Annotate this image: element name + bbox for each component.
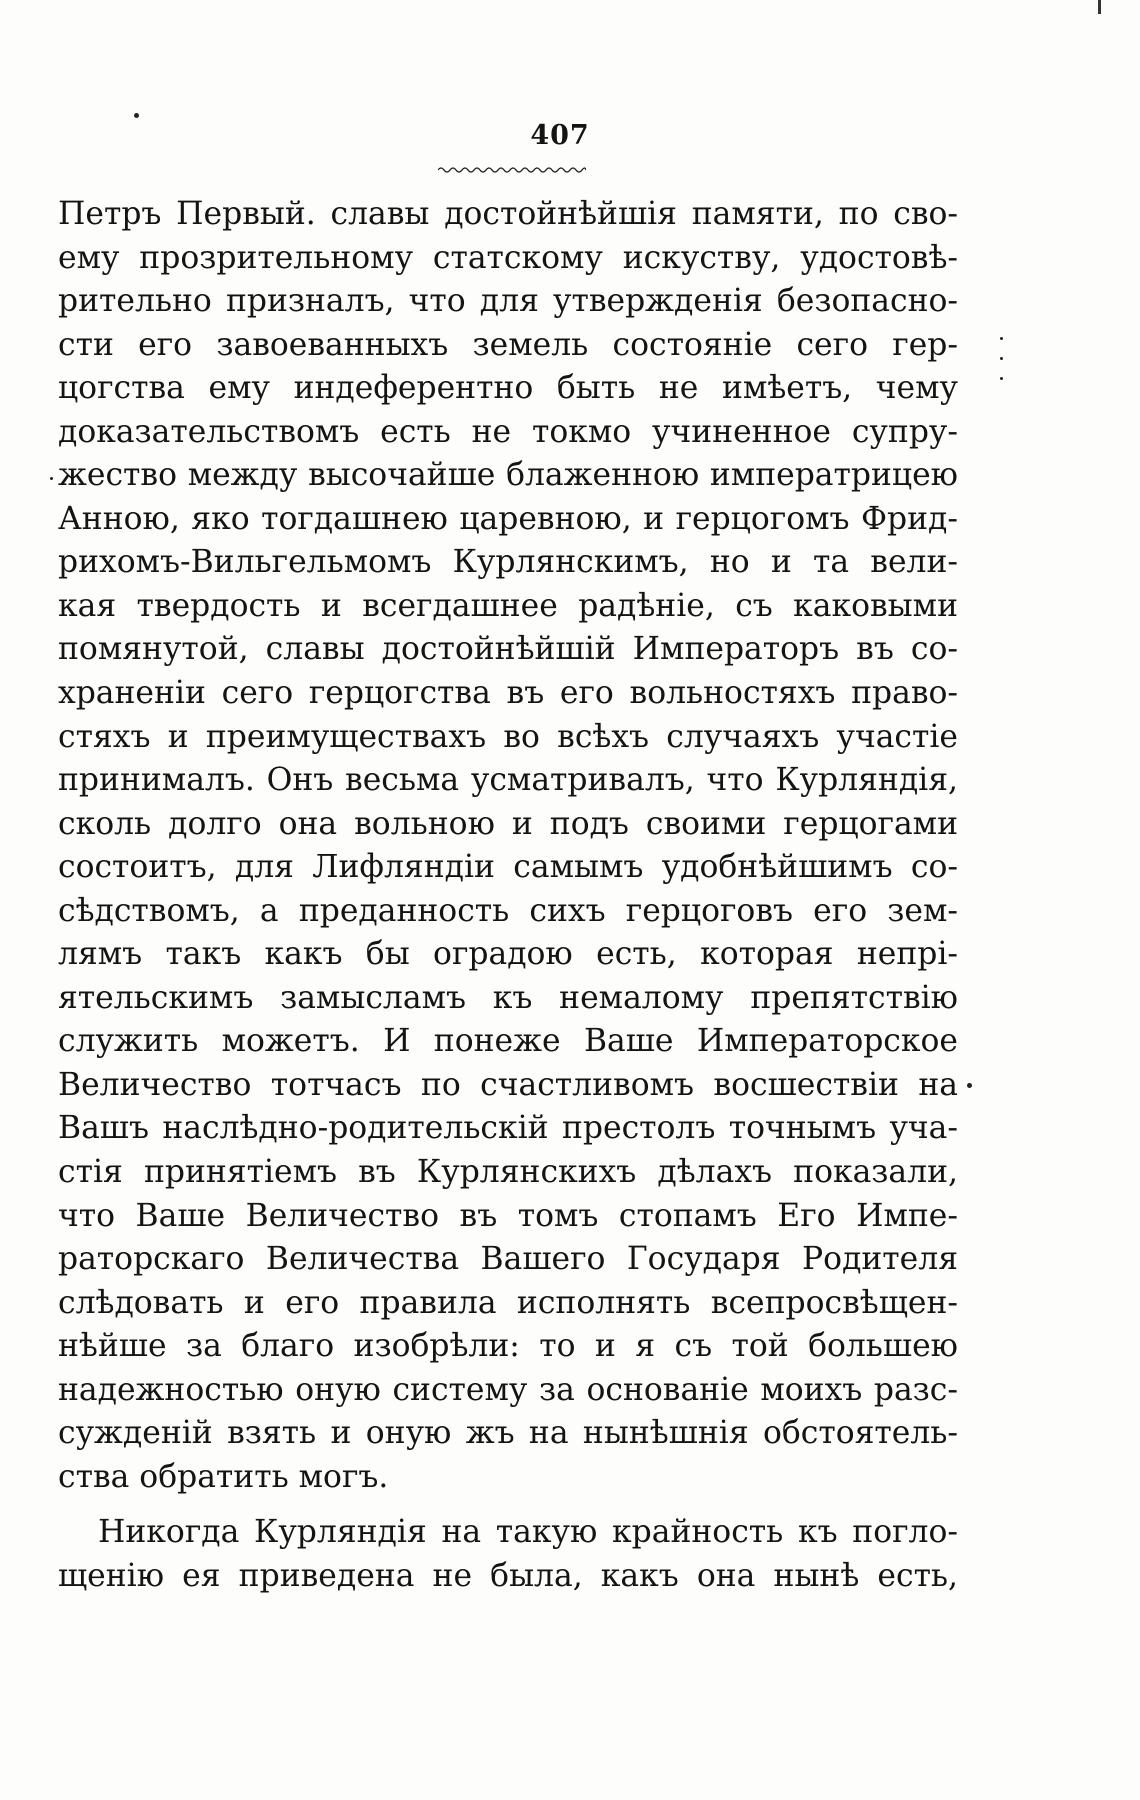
scan-speck xyxy=(50,477,53,480)
text-line: сѣдствомъ, а преданность сихъ герцоговъ его зем- xyxy=(58,892,958,929)
ornamental-rule xyxy=(438,165,586,175)
text-line: Величество тотчасъ по счастливомъ восшествіи на xyxy=(58,1066,958,1103)
text-line: кая твердость и всегдашнее радѣніе, съ каковыми xyxy=(58,587,958,624)
text-line: принималъ. Онъ весьма усматривалъ, что Курляндія, xyxy=(58,762,958,799)
text-line: ему прозрительному статскому искуству, удостовѣ- xyxy=(58,239,958,276)
text-line: сужденій взять и оную жъ на нынѣшнія обстоятель- xyxy=(58,1415,958,1452)
paragraph-gap xyxy=(58,1499,958,1511)
text-line: надежностью оную систему за основаніе моихъ разс- xyxy=(58,1371,958,1408)
text-line: нѣйше за благо изобрѣли: то и я съ той большею xyxy=(58,1328,958,1365)
text-line: цогства ему индеферентно быть не имѣетъ, чему xyxy=(58,370,958,407)
page-header xyxy=(0,120,1140,151)
text-line: стія принятіемъ въ Курлянскихъ дѣлахъ показали, xyxy=(58,1154,958,1191)
paragraph-2 xyxy=(58,1511,958,1598)
text-line: сти его завоеванныхъ земель состояніе сего гер- xyxy=(58,326,958,363)
text-line: лямъ такъ какъ бы оградою есть, которая непрі- xyxy=(58,936,958,973)
text-line: стяхъ и преимуществахъ во всѣхъ случаяхъ участіе xyxy=(58,718,958,755)
text-line: помянутой, славы достойнѣйшій Императоръ въ со- xyxy=(58,631,958,668)
text-line: рительно призналъ, что для утвержденія безопасно- xyxy=(58,283,958,320)
scan-speck xyxy=(967,1083,972,1088)
text-line: Вашъ наслѣдно-родительскій престолъ точнымъ уча- xyxy=(58,1110,958,1147)
text-line: Петръ Первый. славы достойнѣйшія памяти, по сво- xyxy=(58,196,958,232)
text-line: раторскаго Величества Вашего Государя Родителя xyxy=(58,1241,958,1278)
text-line: щенію ея приведена не была, какъ она нынѣ есть, xyxy=(58,1557,958,1594)
text-line: сколь долго она вольною и подъ своими герцогами xyxy=(58,805,958,842)
scan-speck xyxy=(1000,337,1003,340)
scan-speck xyxy=(134,113,139,118)
body-text xyxy=(58,193,958,1599)
scan-speck xyxy=(1000,377,1003,380)
page-number: 407 xyxy=(530,120,590,151)
text-line: что Ваше Величество въ томъ стопамъ Его Импе- xyxy=(58,1197,958,1234)
paragraph-1 xyxy=(58,193,958,1499)
text-line: жество между высочайше блаженною императрицею xyxy=(58,457,958,494)
text-line: рихомъ-Вильгельмомъ Курлянскимъ, но и та вели- xyxy=(58,544,958,581)
scan-speck xyxy=(1000,357,1003,360)
text-line: состоитъ, для Лифляндіи самымъ удобнѣйшимъ со- xyxy=(58,849,958,886)
text-line: слѣдовать и его правила исполнять всепросвѣщен- xyxy=(58,1284,958,1321)
text-line: Анною, яко тогдашнею царевною, и герцогомъ Фрид- xyxy=(58,500,958,537)
text-line: ятельскимъ замысламъ къ немалому препятствію xyxy=(58,979,958,1016)
text-line: ства обратить могъ. xyxy=(58,1458,389,1495)
text-line: храненіи сего герцогства въ его вольностяхъ право- xyxy=(58,675,958,712)
text-line: доказательствомъ есть не токмо учиненное супру- xyxy=(58,413,958,450)
text-line: служить можетъ. И понеже Ваше Императорское xyxy=(58,1023,958,1060)
text-line: Никогда Курляндія на такую крайность къ погло- xyxy=(98,1514,958,1551)
scan-edge-mark xyxy=(1098,0,1101,14)
